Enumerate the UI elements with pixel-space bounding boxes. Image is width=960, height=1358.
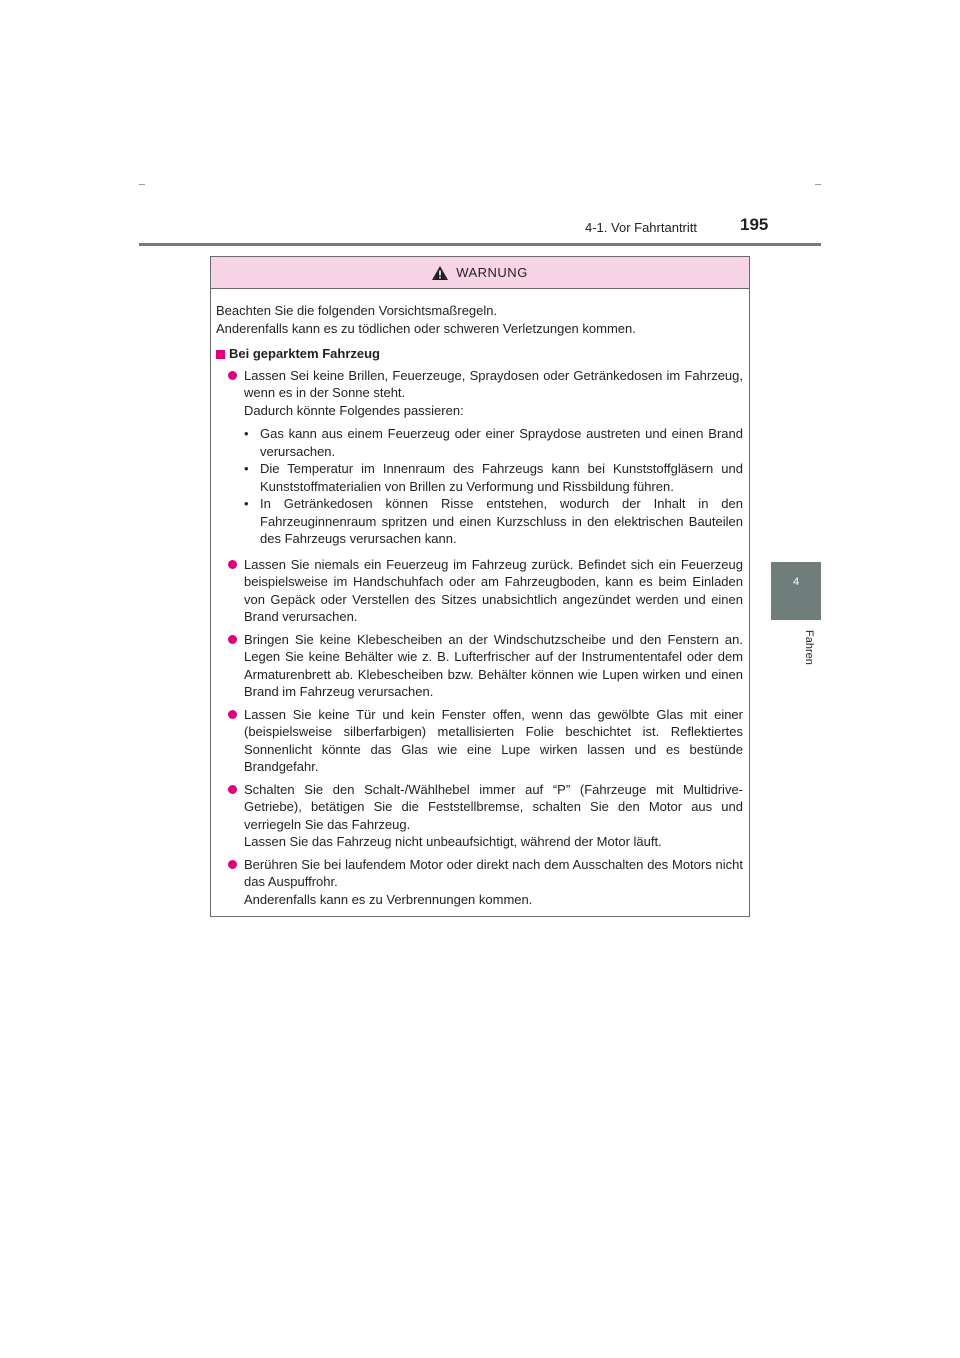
- page-number: 195: [740, 215, 769, 234]
- subheading: [216, 345, 743, 363]
- item-text: Schalten Sie den Schalt-/Wählhebel immer auf “P” (Fahrzeuge mit Multidrive-Getriebe), betätigen Sie die Feststellbremse, schalten Sie den Motor aus und verriegeln Sie das Fahrzeug.: [244, 781, 743, 832]
- circle-bullet-icon: [228, 860, 237, 869]
- sub-item-text: Gas kann aus einem Feuerzeug oder einer Spraydose austreten und einen Brand verursachen.: [260, 426, 743, 459]
- section-title: 4-1. Vor Fahrtantritt: [585, 220, 697, 235]
- item-text: Lassen Sei keine Brillen, Feuerzeuge, Spraydosen oder Getränkedosen im Fahrzeug, wenn es in der Sonne steht.: [244, 367, 743, 400]
- subheading-text: Bei geparktem Fahrzeug: [229, 346, 380, 361]
- sub-list-item: [244, 460, 743, 495]
- item-text: Lassen Sie niemals ein Feuerzeug im Fahrzeug zurück. Befindet sich ein Feuerzeug beispielsweise im Handschuhfach oder am Fahrzeugboden, kann es beim Einladen von Gepäck oder Verstellen des Sitzes unabsichtlich angezündet werden und einen Brand verursachen.: [244, 556, 743, 624]
- circle-bullet-icon: [228, 710, 237, 719]
- header-rule: [139, 243, 821, 246]
- chapter-tab[interactable]: [771, 562, 821, 620]
- square-bullet-icon: [216, 350, 225, 359]
- item-text-2: Dadurch könnte Folgendes passieren:: [244, 402, 464, 418]
- list-item: [216, 706, 743, 776]
- intro-line-1: Beachten Sie die folgenden Vorsichtsmaßregeln.: [216, 303, 498, 318]
- dot-bullet-icon: •: [244, 426, 249, 441]
- item-text: Berühren Sie bei laufendem Motor oder direkt nach dem Ausschalten des Motors nicht das Auspuffrohr.: [244, 856, 743, 889]
- circle-bullet-icon: [228, 560, 237, 569]
- warning-title: WARNUNG: [456, 265, 528, 280]
- sub-list: [244, 425, 743, 548]
- dot-bullet-icon: •: [244, 496, 249, 511]
- circle-bullet-icon: [228, 785, 237, 794]
- sub-item-text: Die Temperatur im Innenraum des Fahrzeugs kann bei Kunststoffgläsern und Kunststoffmaterialien von Brillen zu Verformung und Rissbildung führen.: [260, 461, 743, 494]
- item-text-2: Lassen Sie das Fahrzeug nicht unbeaufsichtigt, während der Motor läuft.: [244, 834, 662, 849]
- chapter-number: 4: [792, 576, 800, 588]
- warning-body: [211, 289, 749, 908]
- warning-header: [211, 257, 749, 289]
- item-text-2: Anderenfalls kann es zu Verbrennungen kommen.: [244, 891, 533, 907]
- crop-mark-left: [139, 184, 145, 185]
- item-text: Bringen Sie keine Klebescheiben an der Windschutzscheibe und den Fenstern an. Legen Sie keine Behälter wie z. B. Lufterfrischer auf der Instrumententafel oder dem Armaturenbrett ab. Klebescheiben bzw. Behälter können wie Lupen wirken und einen Brand im Fahrzeug verursachen.: [244, 631, 743, 699]
- list-item: [216, 631, 743, 701]
- list-item: [216, 367, 743, 551]
- sub-list-item: [244, 425, 743, 460]
- crop-mark-right: [815, 184, 821, 185]
- sub-item-text: In Getränkedosen können Risse entstehen, wodurch der Inhalt in den Fahrzeuginnenraum spritzen und einen Kurzschluss in den elektrischen Bauteilen des Fahrzeugs verursachen kann.: [260, 496, 743, 546]
- dot-bullet-icon: •: [244, 461, 249, 476]
- warning-triangle-icon: [432, 266, 448, 280]
- chapter-label: Fahren: [803, 630, 815, 665]
- list-item: [216, 556, 743, 626]
- list-item: [216, 781, 743, 851]
- item-text: Lassen Sie keine Tür und kein Fenster offen, wenn das gewölbte Glas mit einer (beispielsweise silberfarbigen) metallisierten Folie beschichtet ist. Reflektiertes Sonnenlicht könnte das Glas wie eine Lupe wirken lassen und es bestünde Brandgefahr.: [244, 706, 743, 774]
- circle-bullet-icon: [228, 371, 237, 380]
- intro-line-2: Anderenfalls kann es zu tödlichen oder schweren Verletzungen kommen.: [216, 320, 636, 336]
- warning-box: [210, 256, 750, 917]
- sub-list-item: [244, 495, 743, 548]
- circle-bullet-icon: [228, 635, 237, 644]
- list-item: [216, 856, 743, 909]
